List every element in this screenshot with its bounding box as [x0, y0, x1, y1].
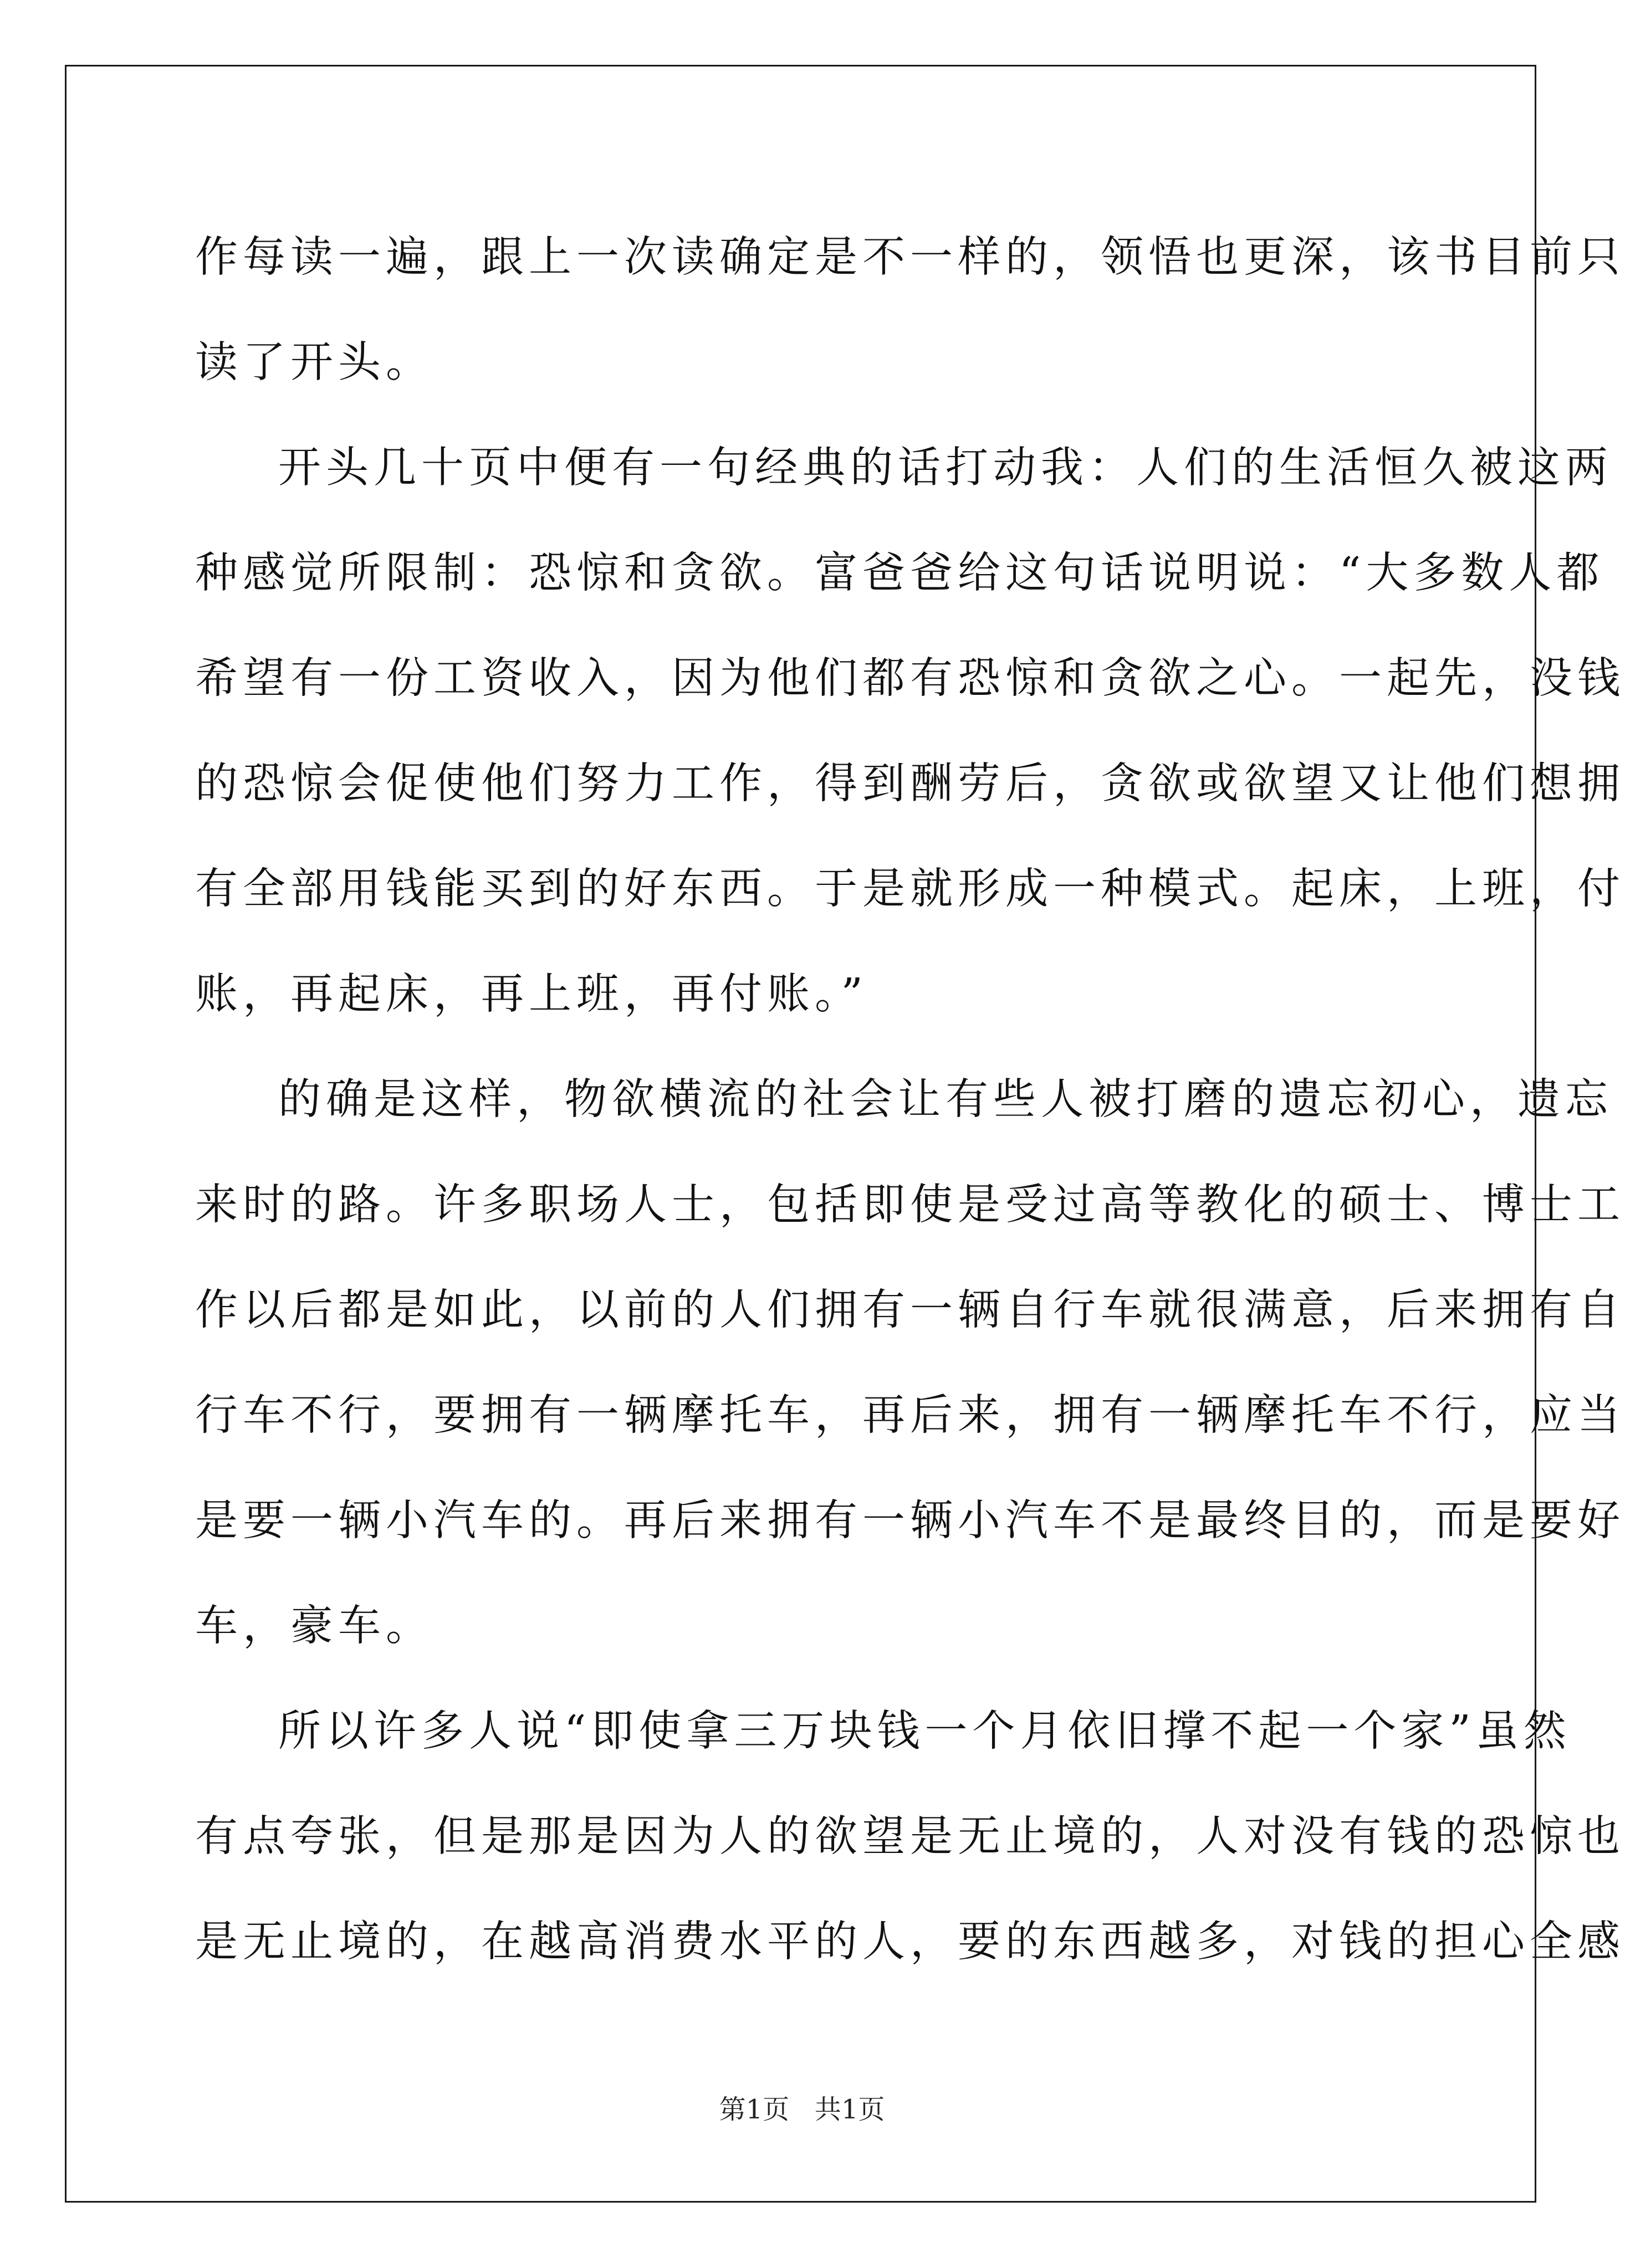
text-line: 的恐惊会促使他们努力工作，得到酬劳后，贪欲或欲望又让他们想拥 [195, 759, 1625, 808]
text-line: 来时的路。许多职场人士，包括即使是受过高等教化的硕士、博士工 [195, 1180, 1625, 1230]
text-line: 希望有一份工资收入，因为他们都有恐惊和贪欲之心。一起先，没钱 [195, 654, 1625, 703]
text-line: 是要一辆小汽车的。再后来拥有一辆小汽车不是最终目的，而是要好 [195, 1496, 1625, 1545]
text-line: 有全部用钱能买到的好东西。于是就形成一种模式。起床，上班，付 [195, 864, 1625, 914]
text-line: 所以许多人说“即使拿三万块钱一个月依旧撑不起一个家”虽然 [278, 1707, 1571, 1756]
text-line: 的确是这样，物欲横流的社会让有些人被打磨的遗忘初心，遗忘 [278, 1075, 1613, 1124]
text-line: 是无止境的，在越高消费水平的人，要的东西越多，对钱的担心全感 [195, 1917, 1625, 1967]
page-number: 第1页 [719, 2094, 790, 2125]
text-line: 作每读一遍，跟上一次读确定是不一样的，领悟也更深，该书目前只 [195, 233, 1625, 282]
text-line: 车，豪车。 [195, 1601, 433, 1651]
document-body [195, 205, 1625, 1995]
page-total: 共1页 [814, 2094, 885, 2125]
text-line: 开头几十页中便有一句经典的话打动我：人们的生活恒久被这两 [278, 443, 1613, 493]
text-line: 账，再起床，再上班，再付账。” [195, 970, 868, 1019]
text-line: 读了开头。 [195, 338, 433, 387]
text-line: 行车不行，要拥有一辆摩托车，再后来，拥有一辆摩托车不行，应当 [195, 1391, 1625, 1440]
text-line: 种感觉所限制：恐惊和贪欲。富爸爸给这句话说明说：“大多数人都 [195, 549, 1604, 598]
text-line: 有点夸张，但是那是因为人的欲望是无止境的，人对没有钱的恐惊也 [195, 1812, 1625, 1861]
text-line: 作以后都是如此，以前的人们拥有一辆自行车就很满意，后来拥有自 [195, 1286, 1625, 1335]
page-footer [0, 2093, 1604, 2126]
